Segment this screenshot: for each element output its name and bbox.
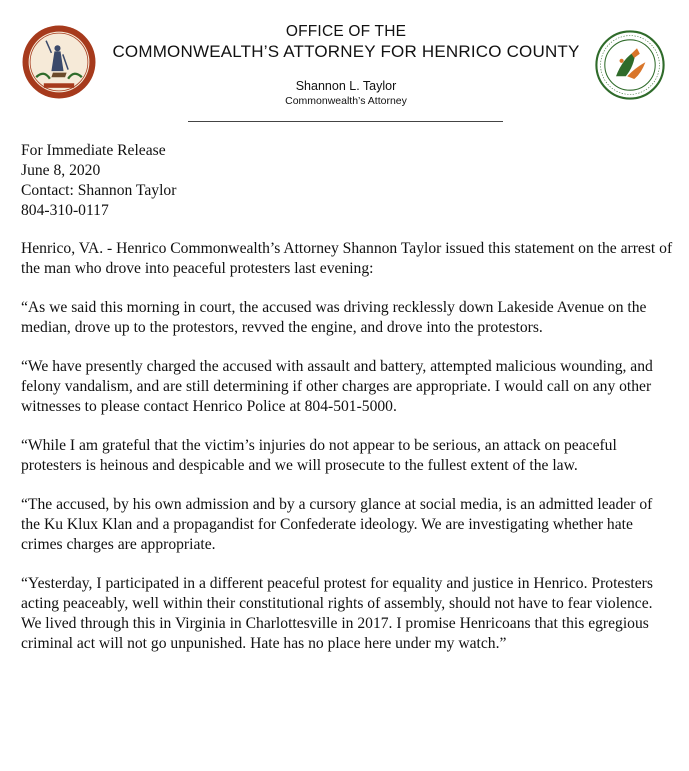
- virginia-state-seal-icon: [21, 24, 97, 100]
- release-date: June 8, 2020: [21, 162, 101, 179]
- press-release-body: [21, 141, 673, 654]
- paragraph-quote-protest: “Yesterday, I participated in a different peaceful protest for equality and justice in Henrico. Protesters acting peaceably, well within their constitutional rights of assembly, should not have to fear violence. We lived through this in Virginia in Charlottesville in 2017. I promise Henricoans that this egregious criminal act will not go unpunished. Hate has no place here under my watch.”: [21, 575, 653, 652]
- office-title-line2: COMMONWEALTH’S ATTORNEY FOR HENRICO COUNTY: [112, 42, 580, 61]
- header-divider: [188, 121, 503, 122]
- paragraph-intro: Henrico, VA. - Henrico Commonwealth’s Attorney Shannon Taylor issued this statement on the arrest of the man who drove into peaceful protesters last evening:: [21, 240, 673, 277]
- release-contact: Contact: Shannon Taylor: [21, 182, 177, 199]
- letterhead: [100, 22, 592, 108]
- release-phone: 804-310-0117: [21, 202, 109, 219]
- henrico-county-seal-icon: [595, 30, 665, 100]
- paragraph-quote-victim: “While I am grateful that the victim’s injuries do not appear to be serious, an attack on peaceful protesters is heinous and despicable and we will prosecute to the fullest extent of the law.: [21, 437, 617, 474]
- attorney-name: Shannon L. Taylor: [295, 79, 397, 93]
- paragraph-quote-court: “As we said this morning in court, the accused was driving recklessly down Lakeside Avenue on the median, drove up to the protestors, revved the engine, and drove into the protestors.: [21, 299, 647, 336]
- release-type: For Immediate Release: [21, 142, 166, 159]
- paragraph-quote-accused: “The accused, by his own admission and by a cursory glance at social media, is an admitted leader of the Ku Klux Klan and a propagandist for Confederate ideology. We are investigating whether hate crimes charges are appropriate.: [21, 496, 653, 553]
- attorney-title: Commonwealth’s Attorney: [285, 95, 407, 107]
- office-title-line1: OFFICE OF THE: [285, 23, 407, 40]
- paragraph-quote-charges: “We have presently charged the accused with assault and battery, attempted malicious wounding, and felony vandalism, and are still determining if other charges are appropriate. I would call on any other witnesses to please contact Henrico Police at 804-501-5000.: [21, 358, 653, 415]
